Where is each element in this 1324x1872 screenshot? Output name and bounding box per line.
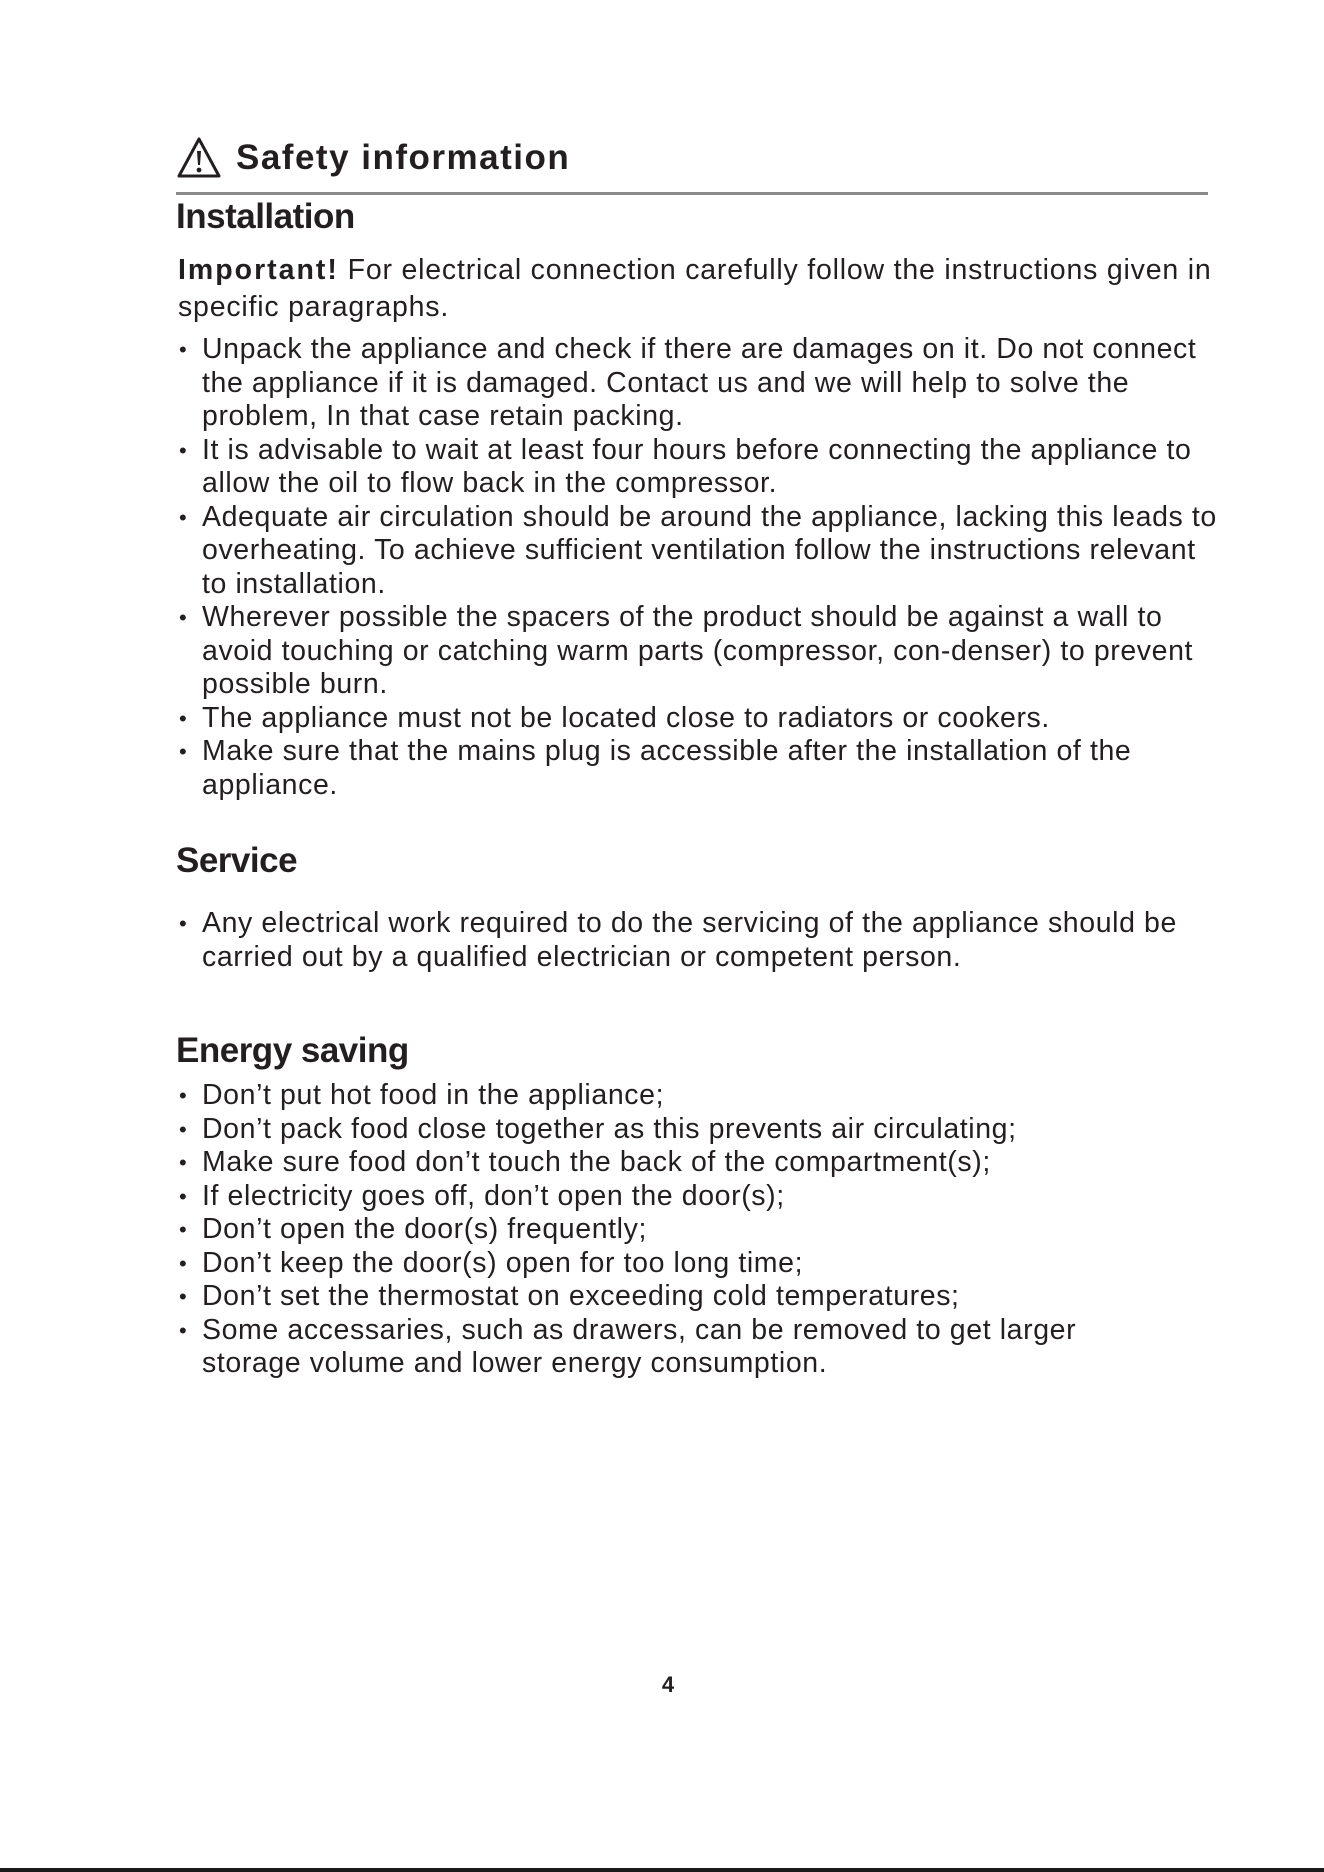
list-item: • Some accessaries, such as drawers, can be removed to get larger storage volume and lower energy consumption. (179, 1313, 1077, 1379)
list-item: • Make sure that the mains plug is accessible after the installation of the appliance. (179, 735, 1132, 801)
safety-header (176, 132, 570, 184)
bullet-icon: • (179, 1284, 188, 1309)
list-item: • The appliance must not be located close to radiators or cookers. (179, 701, 1050, 734)
important-label: Important! (178, 254, 339, 286)
bullet-icon: • (179, 437, 188, 463)
bullet-icon: • (179, 504, 188, 530)
intro-text: For electrical connection carefully follow the instructions given in specific paragraphs. (178, 254, 1212, 323)
list-item: • Unpack the appliance and check if there are damages on it. Do not connect the appliance if it is damaged. Contact us and we will help to solve the problem, In that case retain packing. (179, 333, 1197, 432)
bullet-icon: • (179, 739, 188, 764)
energy-saving-heading: Energy saving (176, 1031, 409, 1070)
bullet-icon: • (179, 1250, 188, 1276)
service-list (176, 907, 1196, 974)
bullet-icon: • (179, 1150, 188, 1175)
list-item: • Adequate air circulation should be around the appliance, lacking this leads to overheating. To achieve sufficient ventilation follow the instructions relevant to installation. (179, 500, 1217, 600)
bullet-icon: • (179, 337, 188, 362)
energy-saving-list (176, 1079, 1176, 1381)
header-divider (176, 192, 1208, 195)
list-item: • Any electrical work required to do the servicing of the appliance should be carried out by a qualified electrician or competent person. (179, 907, 1177, 973)
bottom-edge-line (0, 1868, 1324, 1872)
installation-list (176, 333, 1222, 802)
bullet-icon: • (179, 1317, 188, 1343)
list-item: • Don’t pack food close together as this prevents air circulating; (179, 1112, 1017, 1145)
bullet-icon: • (179, 911, 188, 936)
page-number: 4 (661, 1672, 675, 1697)
bullet-icon: • (179, 1217, 188, 1242)
list-item: • It is advisable to wait at least four hours before connecting the appliance to allow the oil to flow back in the compressor. (179, 433, 1192, 499)
bullet-icon: • (179, 1116, 188, 1142)
list-item: • If electricity goes off, don’t open the door(s); (179, 1179, 785, 1212)
warning-triangle-icon (176, 136, 222, 180)
installation-heading: Installation (176, 197, 355, 236)
bullet-icon: • (179, 605, 188, 630)
list-item: • Don’t set the thermostat on exceeding cold temperatures; (179, 1280, 960, 1312)
installation-intro (178, 252, 1218, 326)
bullet-icon: • (179, 705, 188, 731)
list-item: • Make sure food don’t touch the back of the compartment(s); (179, 1146, 991, 1178)
bullet-icon: • (179, 1183, 188, 1209)
list-item: • Don’t open the door(s) frequently; (179, 1213, 647, 1245)
page-title: Safety information (236, 138, 571, 177)
list-item: • Wherever possible the spacers of the product should be against a wall to avoid touching or catching warm parts (compressor, con-denser) to prevent possible burn. (179, 601, 1194, 700)
list-item: • Don’t keep the door(s) open for too long time; (179, 1246, 804, 1279)
bullet-icon: • (179, 1083, 188, 1108)
service-heading: Service (176, 841, 298, 880)
list-item: • Don’t put hot food in the appliance; (179, 1079, 665, 1111)
